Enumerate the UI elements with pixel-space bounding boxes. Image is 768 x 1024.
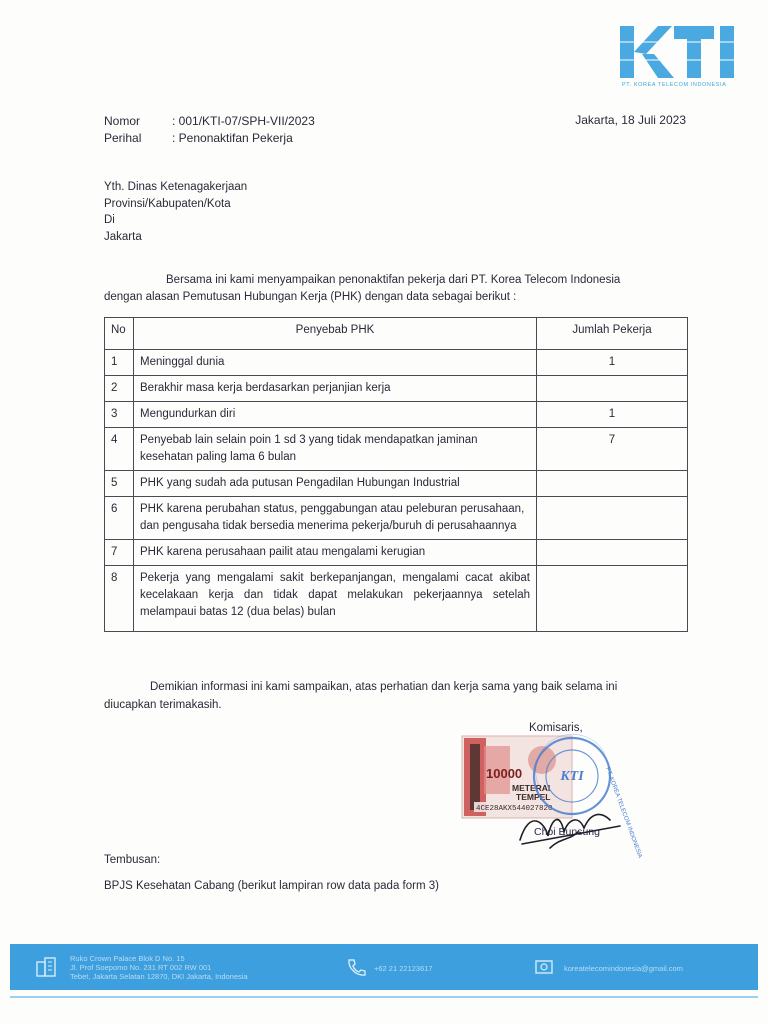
signature-title: Komisaris, xyxy=(529,722,583,734)
row-count xyxy=(537,540,688,566)
row-count: 1 xyxy=(537,402,688,428)
nomor-label: Nomor xyxy=(104,114,141,128)
row-count xyxy=(537,471,688,497)
row-cause: PHK karena perubahan status, penggabungan atau peleburan perusahaan, dan pengusaha tidak bersedia menerima pekerja/buruh di perusahaannya xyxy=(134,497,537,540)
row-no: 4 xyxy=(105,428,134,471)
row-cause: Mengundurkan diri xyxy=(134,402,537,428)
phone-icon xyxy=(346,957,366,977)
recipient-line: Di xyxy=(104,214,115,226)
row-cause: Berakhir masa kerja berdasarkan perjanjian kerja xyxy=(134,376,537,402)
closing-line: diucapkan terimakasih. xyxy=(104,699,222,711)
row-no: 5 xyxy=(105,471,134,497)
row-count xyxy=(537,376,688,402)
nomor-value: : 001/KTI-07/SPH-VII/2023 xyxy=(172,114,315,128)
row-cause: PHK yang sudah ada putusan Pengadilan Hubungan Industrial xyxy=(134,471,537,497)
meterai-label: TEMPEL xyxy=(516,792,551,802)
table-row xyxy=(105,428,688,471)
intro-line: dengan alasan Pemutusan Hubungan Kerja (PHK) dengan data sebagai berikut : xyxy=(104,291,517,303)
intro-paragraph xyxy=(104,272,688,306)
table-row xyxy=(105,402,688,428)
phk-table xyxy=(104,317,688,632)
recipient-line: Jakarta xyxy=(104,230,142,243)
footer-address-line: Ruko Crown Palace Blok D No. 15 xyxy=(70,954,185,963)
header-count: Jumlah Pekerja xyxy=(537,318,688,350)
table-row xyxy=(105,350,688,376)
table-header-row xyxy=(105,318,688,350)
row-cause: PHK karena perusahaan pailit atau mengalami kerugian xyxy=(134,540,537,566)
row-cause: Pekerja yang mengalami sakit berkepanjangan, mengalami cacat akibat kecelakaan kerja dan tidak dapat melakukan pekerjaannya setelah melampaui batas 12 (dua belas) bulan xyxy=(134,566,537,632)
header-no: No xyxy=(105,318,134,350)
row-no: 2 xyxy=(105,376,134,402)
footer-address-line: Jl. Prof Soepomo No. 231 RT 002 RW 001 xyxy=(70,963,212,972)
row-count xyxy=(537,497,688,540)
closing-paragraph xyxy=(104,678,688,714)
tembusan-label: Tembusan: xyxy=(104,854,161,866)
header-cause: Penyebab PHK xyxy=(134,318,537,350)
footer-phone: +62 21 22123617 xyxy=(374,964,433,973)
stamp-center-text: KTI xyxy=(560,769,584,784)
meterai-label: METERAI xyxy=(512,783,551,793)
footer-email: koreatelecomindonesia@gmail.com xyxy=(564,964,683,973)
intro-line: Bersama ini kami menyampaikan penonaktifan pekerja dari PT. Korea Telecom Indonesia xyxy=(166,274,621,286)
row-no: 6 xyxy=(105,497,134,540)
tembusan-value: BPJS Kesehatan Cabang (berikut lampiran row data pada form 3) xyxy=(104,880,439,892)
recipient-line: Yth. Dinas Ketenagakerjaan xyxy=(104,181,248,193)
meterai-stamp xyxy=(462,736,572,818)
table-row xyxy=(105,376,688,402)
table-row xyxy=(105,471,688,497)
meterai-value: 10000 xyxy=(486,766,523,781)
building-icon xyxy=(34,956,58,978)
table-row xyxy=(105,540,688,566)
row-cause: Penyebab lain selain poin 1 sd 3 yang tidak mendapatkan jaminan kesehatan paling lama 6 bulan xyxy=(134,428,537,471)
meterai-and-stamp xyxy=(460,728,643,860)
logo-subtitle: PT. KOREA TELECOM INDONESIA xyxy=(622,82,727,88)
row-cause: Meninggal dunia xyxy=(134,350,537,376)
signer-name: Choi Eunsung xyxy=(534,826,600,838)
footer-address-line: Tebet, Jakarta Selatan 12870, DKI Jakarta, Indonesia xyxy=(70,972,248,981)
perihal-label: Perihal xyxy=(104,131,142,145)
recipient-line: Provinsi/Kabupaten/Kota xyxy=(104,197,231,210)
meterai-serial: 4CE28AKX544027820 xyxy=(476,805,553,813)
row-no: 7 xyxy=(105,540,134,566)
letter-meta xyxy=(104,113,315,147)
closing-line: Demikian informasi ini kami sampaikan, atas perhatian dan kerja sama yang baik selama ini xyxy=(150,681,618,693)
letter-date: Jakarta, 18 Juli 2023 xyxy=(575,113,686,127)
recipient-block xyxy=(104,179,247,245)
row-count xyxy=(537,566,688,632)
row-no: 3 xyxy=(105,402,134,428)
row-count: 1 xyxy=(537,350,688,376)
stamp-ring-text: PT. KOREA TELECOM INDONESIA xyxy=(604,766,643,860)
table-row xyxy=(105,497,688,540)
table-row xyxy=(105,566,688,632)
row-no: 8 xyxy=(105,566,134,632)
email-icon xyxy=(534,957,554,977)
row-no: 1 xyxy=(105,350,134,376)
perihal-value: : Penonaktifan Pekerja xyxy=(172,131,293,145)
letterhead-footer xyxy=(10,944,758,990)
footer-rule xyxy=(10,996,758,998)
row-count: 7 xyxy=(537,428,688,471)
